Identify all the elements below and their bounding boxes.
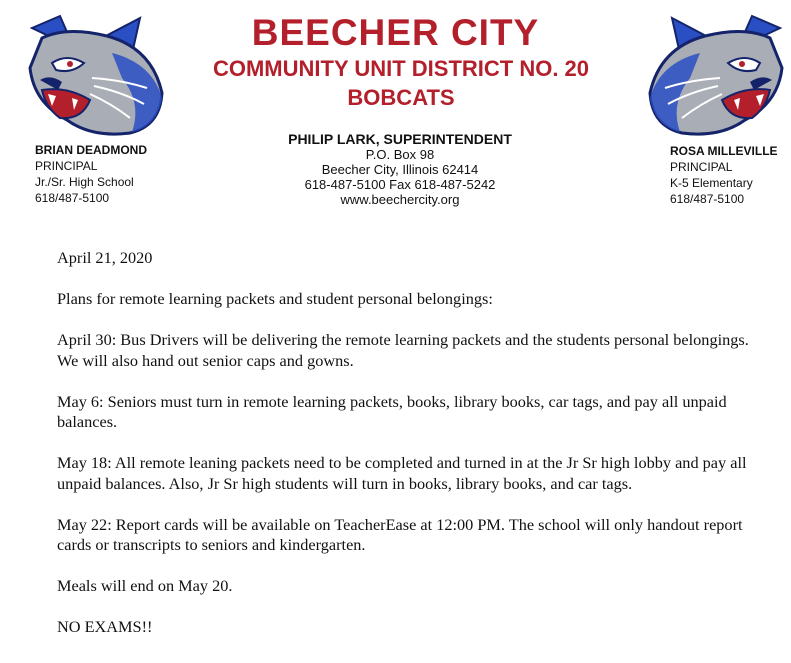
contact-phone: 618/487-5100 (35, 191, 110, 205)
letter-paragraph: May 22: Report cards will be available on TeacherEase at 12:00 PM. The school will only handout report cards or transcripts to seniors and kindergarten. (57, 514, 743, 554)
letter-paragraph: April 30: Bus Drivers will be delivering the remote learning packets and the students personal belongings. We will also hand out senior caps and gowns. (57, 330, 749, 370)
contact-name: ROSA MILLEVILLE (670, 144, 778, 158)
superintendent-name: PHILIP LARK, SUPERINTENDENT (288, 131, 512, 147)
letter-paragraph: May 18: All remote leaning packets need to be completed and turned in at the Jr Sr high lobby and pay all unpaid balances. Also, Jr Sr high students will turn in books, library books, and car tags. (57, 453, 747, 493)
district-title: BEECHER CITY (251, 12, 540, 53)
right-principal-contact (670, 143, 778, 207)
contact-school: Jr./Sr. High School (35, 175, 134, 189)
letter-paragraph: Meals will end on May 20. (57, 576, 233, 595)
contact-school: K-5 Elementary (670, 176, 753, 190)
left-principal-contact (35, 142, 147, 206)
letter-closing: NO EXAMS!! (57, 617, 153, 636)
district-subtitle: COMMUNITY UNIT DISTRICT NO. 20 (212, 56, 590, 81)
letter-intro: Plans for remote learning packets and student personal belongings: (57, 289, 493, 308)
contact-role: PRINCIPAL (35, 159, 98, 173)
letter-paragraph: May 6: Seniors must turn in remote learning packets, books, library books, car tags, and pay all unpaid balances. (57, 391, 727, 431)
letter-body (57, 248, 757, 658)
phone-fax: 618-487-5100 Fax 618-487-5242 (304, 177, 496, 192)
po-box: P.O. Box 98 (365, 147, 435, 162)
contact-role: PRINCIPAL (670, 160, 733, 174)
city-address: Beecher City, Illinois 62414 (321, 162, 479, 177)
contact-name: BRIAN DEADMOND (35, 143, 147, 157)
letter-date: April 21, 2020 (57, 248, 153, 267)
superintendent-contact (250, 132, 550, 207)
team-name: BOBCATS (347, 85, 455, 110)
website-link[interactable]: www.beechercity.org (340, 192, 460, 207)
contact-phone: 618/487-5100 (670, 192, 745, 206)
